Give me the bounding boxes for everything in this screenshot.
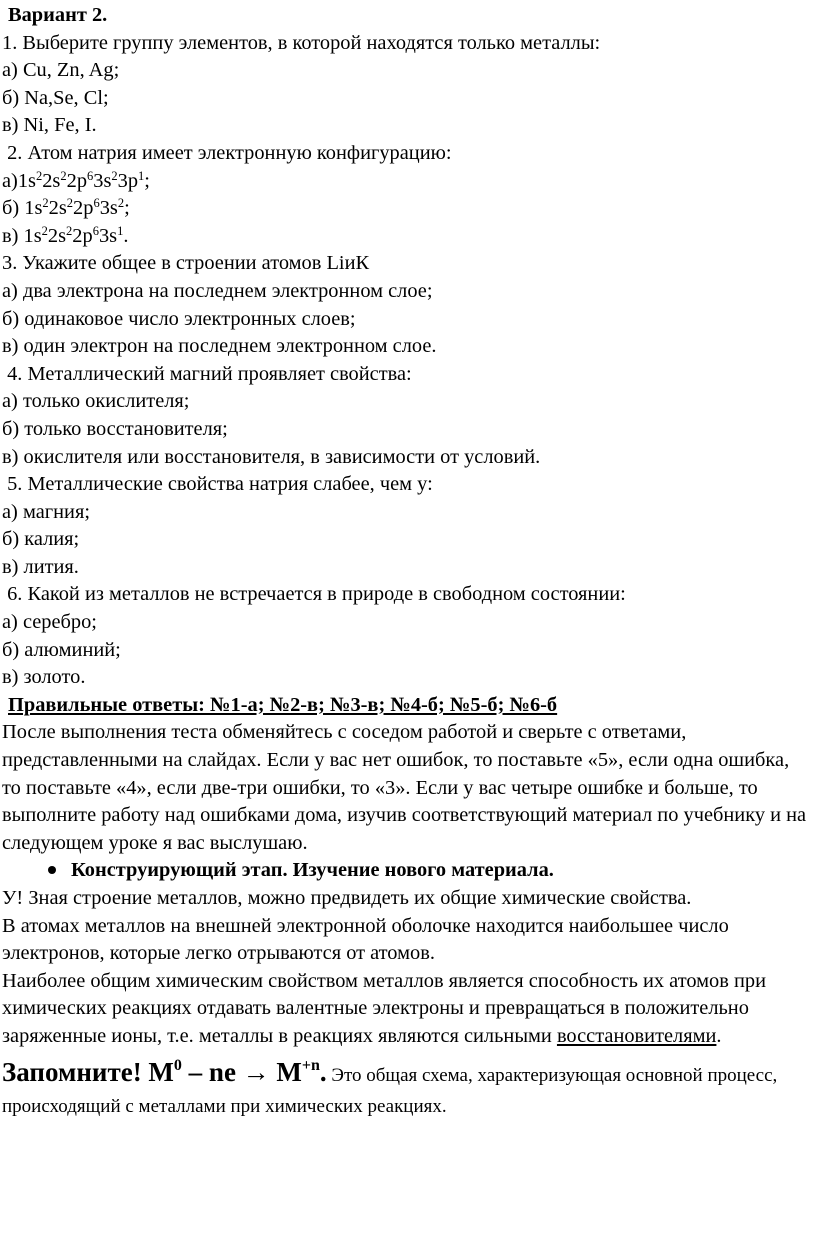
q2-option-c: в) $1s^22s^22p^63s^1$. — [2, 223, 129, 247]
q1-option-a: а) Cu, Zn, Ag; — [2, 59, 120, 82]
q5-option-a: а) магния; — [2, 500, 90, 523]
q1-option-b: б) Na,Se, Cl; — [2, 86, 109, 109]
answers-text: Правильные ответы: №1-а; №2-в; №3-в; №4-б; №5-б; №6-б — [8, 693, 558, 716]
question-1: 1. Выберите группу элементов, в которой находятся только металлы: — [2, 31, 601, 54]
instructions-paragraph: После выполнения теста обменяйтесь с соседом работой и сверьте с ответами, представленными на слайдах. Если у вас нет ошибок, то поставьте «5», если одна ошибка, то поставьте «4», если две-три ошибки, то «3». Если у вас четыре ошибке и больше, то выполните работу над ошибками дома, изучив соответствующий материал по учебнику и на следующем уроке я вас выслушаю. — [2, 721, 807, 854]
q6-option-a: а) серебро; — [2, 611, 97, 634]
question-5: 5. Металлические свойства натрия слабее, чем у: — [2, 473, 433, 496]
q4-option-c: в) окислителя или восстановителя, в зависимости от условий. — [2, 445, 541, 468]
stage-heading-text: Конструирующий этап. Изучение нового материала. — [71, 859, 554, 882]
remember-explanation: Это общая схема, характеризующая основной процесс, происходящий с металлами при химических реакциях. — [2, 1064, 778, 1117]
remember-block: Запомните! $М^0$ – ne → $M^{+n}$. Это общая схема, характеризующая основной процесс, происходящий с металлами при химических реакциях. — [2, 1056, 778, 1117]
answers-line — [2, 692, 808, 720]
q5-option-b: б) калия; — [2, 528, 80, 551]
q6-option-c: в) золото. — [2, 666, 86, 689]
q2-option-a: $а)1s^22s^22p^63s^23p^1$; — [2, 168, 150, 192]
remember-label: Запомните! М — [2, 1056, 174, 1087]
reducers-term: восстановителями — [556, 1024, 717, 1047]
stage-heading — [2, 857, 808, 885]
q5-option-c: в) лития. — [2, 555, 79, 578]
q3-option-c: в) один электрон на последнем электронном слое. — [2, 335, 437, 358]
variant-title: Вариант 2. — [8, 4, 108, 26]
q3-option-a: а) два электрона на последнем электронном слое; — [2, 279, 433, 302]
question-2: 2. Атом натрия имеет электронную конфигурацию: — [2, 141, 452, 164]
bullet-icon — [48, 866, 56, 874]
q2-option-b: б) $1s^22s^22p^63s^2$; — [2, 196, 130, 220]
paragraph-2: В атомах металлов на внешней электронной оболочке находится наибольшее число электронов, которые легко отрываются от атомов. — [2, 914, 729, 965]
q3-option-b: б) одинаковое число электронных слоев; — [2, 307, 356, 330]
q6-option-b: б) алюминий; — [2, 638, 121, 661]
question-6: 6. Какой из металлов не встречается в природе в свободном состоянии: — [2, 583, 626, 606]
paragraph-3: Наиболее общим химическим свойством металлов является способность их атомов при химических реакциях отдавать валентные электроны и превращаться в положительно заряженные ионы, т.е. металлы в реакциях являются сильными восстановителями. — [2, 969, 766, 1047]
q4-option-b: б) только восстановителя; — [2, 417, 228, 440]
question-3: 3. Укажите общее в строении атомов LiиК — [2, 252, 370, 275]
q4-option-a: а) только окислителя; — [2, 390, 190, 413]
q1-option-c: в) Ni, Fe, I. — [2, 114, 97, 137]
question-4: 4. Металлический магний проявляет свойства: — [2, 362, 412, 385]
paragraph-1: У! Зная строение металлов, можно предвидеть их общие химические свойства. — [2, 887, 692, 909]
